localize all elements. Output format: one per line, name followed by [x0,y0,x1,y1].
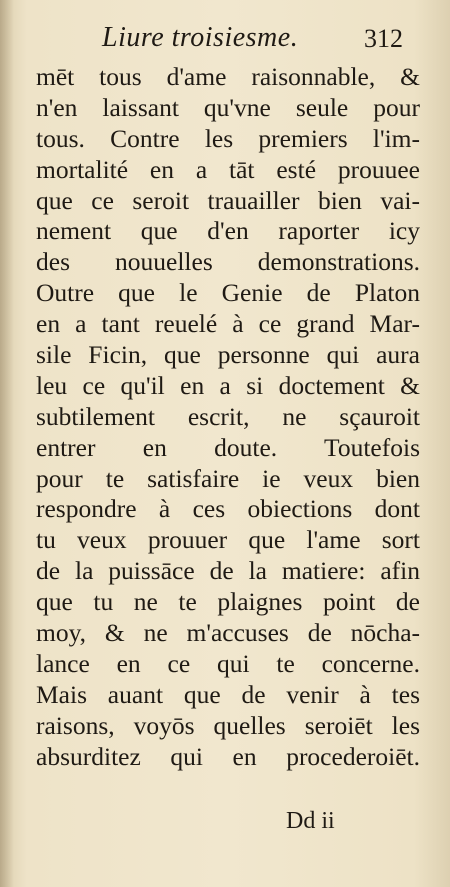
text-line: leu ce qu'il en a si doctement & [36,370,420,400]
text-line: entrer en doute. Toutefois [36,432,420,462]
text-line: pour te satisfaire ie veux bien [36,463,420,493]
text-line: mortalité en a tāt esté prouuee [36,154,420,184]
signature-mark: Dd ii [286,808,335,834]
body-text [36,62,420,772]
running-title: Liure troisiesme. [102,22,299,53]
page-header [102,22,422,58]
text-line: absurditez qui en procederoiēt. [36,741,420,771]
text-line: mēt tous d'ame raisonnable, & [36,62,420,91]
text-line: Outre que le Genie de Platon [36,278,420,308]
page-number: 312 [364,24,403,53]
text-line: Mais auant que de venir à tes [36,679,420,709]
text-line: respondre à ces obiections dont [36,494,420,524]
text-line: nement que d'en raporter icy [36,216,420,246]
text-line: raisons, voyōs quelles seroiēt les [36,710,420,740]
text-line: lance en ce qui te concerne. [36,648,420,678]
text-line: moy, & ne m'accuses de nōcha- [36,618,420,648]
text-line: des nouuelles demonstrations. [36,247,420,277]
text-line: de la puissāce de la matiere: afin [36,556,420,586]
text-line: que tu ne te plaignes point de [36,587,420,617]
text-line: en a tant reuelé à ce grand Mar- [36,309,420,339]
text-line: sile Ficin, que personne qui aura [36,340,420,370]
text-line: n'en laissant qu'vne seule pour [36,92,420,122]
text-line: que ce seroit trauailler bien vai- [36,185,420,215]
text-line: tu veux prouuer que l'ame sort [36,525,420,555]
text-line: tous. Contre les premiers l'im- [36,123,420,153]
text-line: subtilement escrit, ne sçauroit [36,401,420,431]
page-gutter-shadow [0,0,14,887]
